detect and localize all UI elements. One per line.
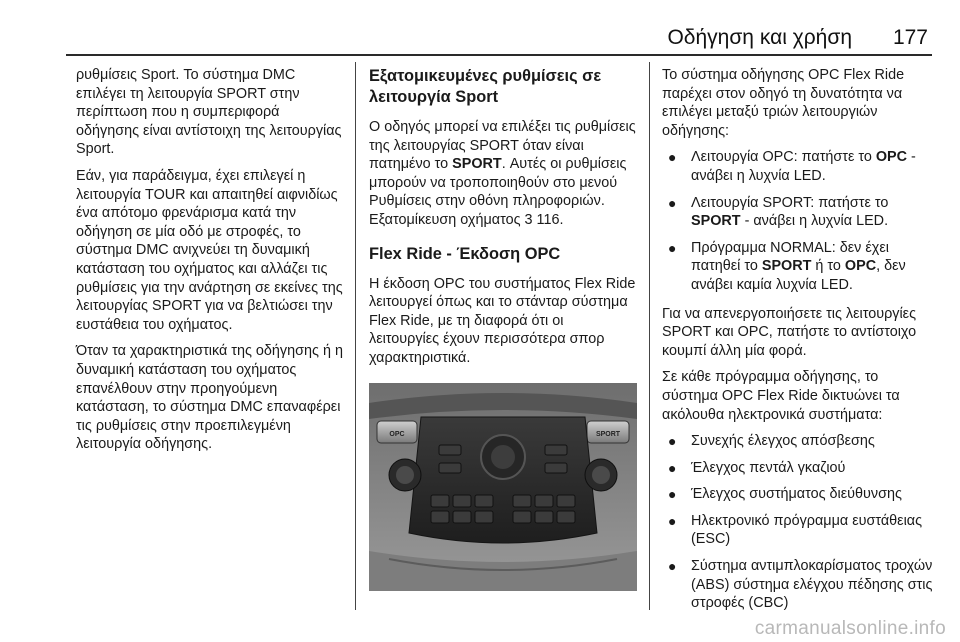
bullet: ●	[668, 149, 677, 166]
systems-list	[662, 432, 934, 613]
bullet: ●	[668, 239, 677, 256]
list-item: ● Ηλεκτρονικό πρόγραμμα ευστάθειας (ESC)	[668, 512, 923, 548]
column-divider-2	[649, 62, 650, 610]
column-2	[369, 66, 637, 376]
bullet: ●	[668, 486, 677, 503]
opc-button-label: OPC	[389, 431, 405, 438]
list-item: ● Έλεγχος συστήματος διεύθυνσης	[668, 486, 902, 503]
paragraph: Όταν τα χαρακτηριστικά της οδήγησης ή η δυναμική κατάσταση του οχήματος επανέλθουν στην προηγούμενη κατάσταση, το σύστημα DMC επαναφέρει τις ρυθμίσεις στην προεπιλεγμένη λειτουργία οδήγησης.	[76, 343, 343, 453]
paragraph: Σε κάθε πρόγραμμα οδήγησης, το σύστημα OPC Flex Ride δικτυώνει τα ακόλουθα ηλεκτρονικά συστήματα:	[662, 369, 900, 423]
console-illustration	[369, 383, 637, 591]
list-item: ● Λειτουργία SPORT: πατήστε το SPORT - ανάβει η λυχνία LED.	[668, 194, 889, 230]
paragraph: Το σύστημα οδήγησης OPC Flex Ride παρέχει στον οδηγό τη δυνατότητα να επιλέγει μεταξύ τριών λειτουργιών οδήγησης:	[662, 67, 905, 139]
paragraph: Εάν, για παράδειγμα, έχει επιλεγεί η λειτουργία TOUR και απαιτηθεί αιφνιδίως ένα απότομο φρενάρισμα κατά την οδήγηση σε μία οδό με στροφές, το σύστημα DMC ανιχνεύει τη δυναμική κατάσταση του οχήματος και αλλάζει τις ρυθμίσεις για την ανάρτηση σε εκείνες της λειτουργίας SPORT για να βελτιώσει την ευστάθεια του οχήματος.	[76, 167, 343, 333]
page-header	[0, 0, 960, 58]
console-photo	[369, 383, 637, 591]
list-item: ● Λειτουργία OPC: πατήστε το OPC - ανάβει η λυχνία LED.	[668, 149, 916, 184]
text: . Αυτές οι ρυθμίσεις μπορούν να τροποποιηθούν στο μενού Ρυθμίσεις στην οθόνη πληροφοριών. Εξατομίκευση οχήματος	[369, 156, 627, 228]
sport-button-label: SPORT	[595, 431, 621, 438]
watermark: carmanualsonline.info	[754, 618, 946, 639]
list-item: ● Σύστημα αντιμπλοκαρίσματος τροχών (ABS) σύστημα ελέγχου πέδησης στις στροφές (CBC)	[668, 558, 933, 612]
page-reference: 3 116.	[524, 211, 564, 228]
bullet: ●	[668, 558, 677, 575]
paragraph	[369, 118, 637, 230]
header-rule	[66, 54, 932, 56]
section-heading: Εξατομικευμένες ρυθμίσεις σε λειτουργία Sport	[369, 67, 602, 106]
mode-list	[662, 148, 934, 294]
paragraph: ρυθμίσεις Sport. Το σύστημα DMC επιλέγει τη λειτουργία SPORT στην περίπτωση που η συμπεριφορά οδήγησης είναι αντίστοιχη της λειτουργίας Sport.	[76, 67, 342, 158]
bullet: ●	[668, 512, 677, 529]
bullet: ●	[668, 459, 677, 476]
paragraph: Η έκδοση OPC του συστήματος Flex Ride λειτουργεί όπως και το στάνταρ σύστημα Flex Ride, με τη διαφορά ότι οι λειτουργίες έχουν περισσότερα σπορ χαρακτηριστικά.	[369, 275, 636, 366]
bullet: ●	[668, 433, 677, 450]
column-3	[662, 66, 934, 623]
section-title: Οδήγηση και χρήση	[667, 26, 852, 49]
column-1	[76, 66, 346, 462]
list-item: ● Έλεγχος πεντάλ γκαζιού	[668, 459, 846, 476]
page-number: 177	[892, 26, 928, 49]
paragraph: Για να απενεργοποιήσετε τις λειτουργίες SPORT και OPC, πατήστε το αντίστοιχο κουμπί άλλη μία φορά.	[662, 305, 917, 359]
section-heading: Flex Ride - Έκδοση OPC	[369, 244, 561, 263]
column-divider-1	[355, 62, 356, 610]
button-ref: SPORT	[452, 156, 502, 173]
list-item: ● Πρόγραμμα NORMAL: δεν έχει πατηθεί το SPORT ή το OPC, δεν ανάβει καμία λυχνία LED.	[668, 239, 906, 293]
list-item: ● Συνεχής έλεγχος απόσβεσης	[668, 433, 875, 450]
text: Ο οδηγός μπορεί να επιλέξει τις ρυθμίσεις της λειτουργίας SPORT όταν είναι πατημένο το	[369, 119, 636, 173]
bullet: ●	[668, 194, 677, 211]
